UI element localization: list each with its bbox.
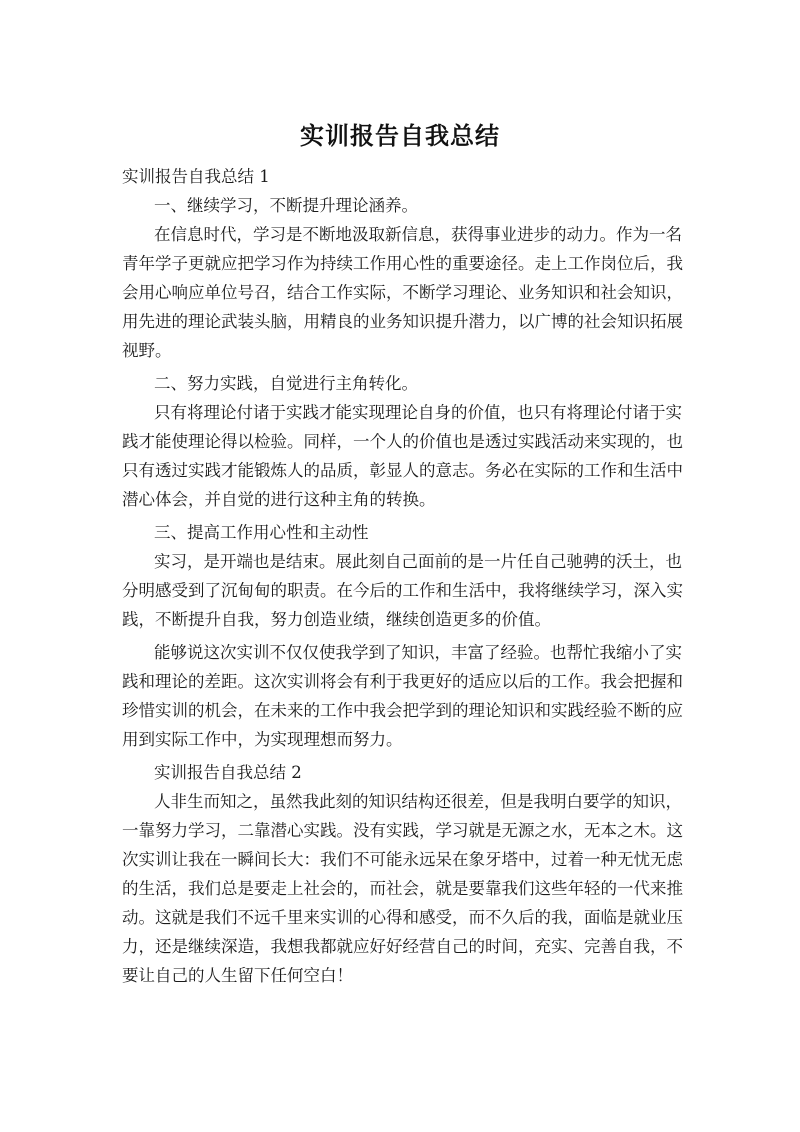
section-heading-2: 实训报告自我总结 2 <box>154 763 302 782</box>
subheading-3: 三、提高工作用心性和主动性 <box>154 523 369 542</box>
paragraph-line: 践，不断提升自我，努力创造业绩，继续创造更多的价值。 <box>122 610 551 629</box>
paragraph-line: 力，还是继续深造，我想我都就应好好经营自己的时间，充实、完善自我，不 <box>122 937 683 956</box>
document-body <box>122 162 683 990</box>
paragraph-line: 视野。 <box>122 341 172 360</box>
paragraph-line: 珍惜实训的机会，在未来的工作中我会把学到的理论知识和实践经验不断的应 <box>122 701 683 720</box>
paragraph-line: 的生活，我们总是要走上社会的，而社会，就是要靠我们这些年轻的一代来推 <box>122 879 683 898</box>
subheading-2: 二、努力实践，自觉进行主角转化。 <box>154 374 418 393</box>
paragraph-line: 青年学子更就应把学习作为持续工作用心性的重要途径。走上工作岗位后，我 <box>122 254 683 273</box>
paragraph-line: 动。这就是我们不远千里来实训的心得和感受，而不久后的我，面临是就业压 <box>122 908 683 927</box>
paragraph-line: 分明感受到了沉甸甸的职责。在今后的工作和生活中，我将继续学习，深入实 <box>122 581 683 600</box>
paragraph-line: 践和理论的差距。这次实训将会有利于我更好的适应以后的工作。我会把握和 <box>122 672 683 691</box>
paragraph-line: 在信息时代，学习是不断地汲取新信息，获得事业进步的动力。作为一名 <box>154 225 682 244</box>
document-title: 实训报告自我总结 <box>300 122 500 150</box>
subheading-1: 一、继续学习，不断提升理论涵养。 <box>154 196 418 215</box>
paragraph-line: 次实训让我在一瞬间长大：我们不可能永远呆在象牙塔中，过着一种无忧无虑 <box>122 850 683 869</box>
paragraph-line: 会用心响应单位号召，结合工作实际，不断学习理论、业务知识和社会知识， <box>122 283 683 302</box>
section-heading-1: 实训报告自我总结 1 <box>122 167 270 186</box>
paragraph-line: 只有将理论付诸于实践才能实现理论自身的价值，也只有将理论付诸于实 <box>154 403 682 422</box>
paragraph-line: 实习，是开端也是结束。展此刻自己面前的是一片任自己驰骋的沃土，也 <box>154 552 682 571</box>
paragraph-line: 践才能使理论得以检验。同样，一个人的价值也是透过实践活动来实现的，也 <box>122 432 683 451</box>
paragraph-line: 用到实际工作中，为实现理想而努力。 <box>122 730 403 749</box>
paragraph-line: 能够说这次实训不仅仅使我学到了知识，丰富了经验。也帮忙我缩小了实 <box>154 643 682 662</box>
paragraph-line: 潜心体会，并自觉的进行这种主角的转换。 <box>122 490 436 509</box>
paragraph-line: 用先进的理论武装头脑，用精良的业务知识提升潜力，以广博的社会知识拓展 <box>122 312 683 331</box>
paragraph-line: 人非生而知之，虽然我此刻的知识结构还很差，但是我明白要学的知识， <box>154 792 682 811</box>
paragraph-line: 一靠努力学习，二靠潜心实践。没有实践，学习就是无源之水，无本之木。这 <box>122 821 683 840</box>
paragraph-line: 要让自己的人生留下任何空白！ <box>122 966 353 985</box>
paragraph-line: 只有透过实践才能锻炼人的品质，彰显人的意志。务必在实际的工作和生活中 <box>122 461 683 480</box>
